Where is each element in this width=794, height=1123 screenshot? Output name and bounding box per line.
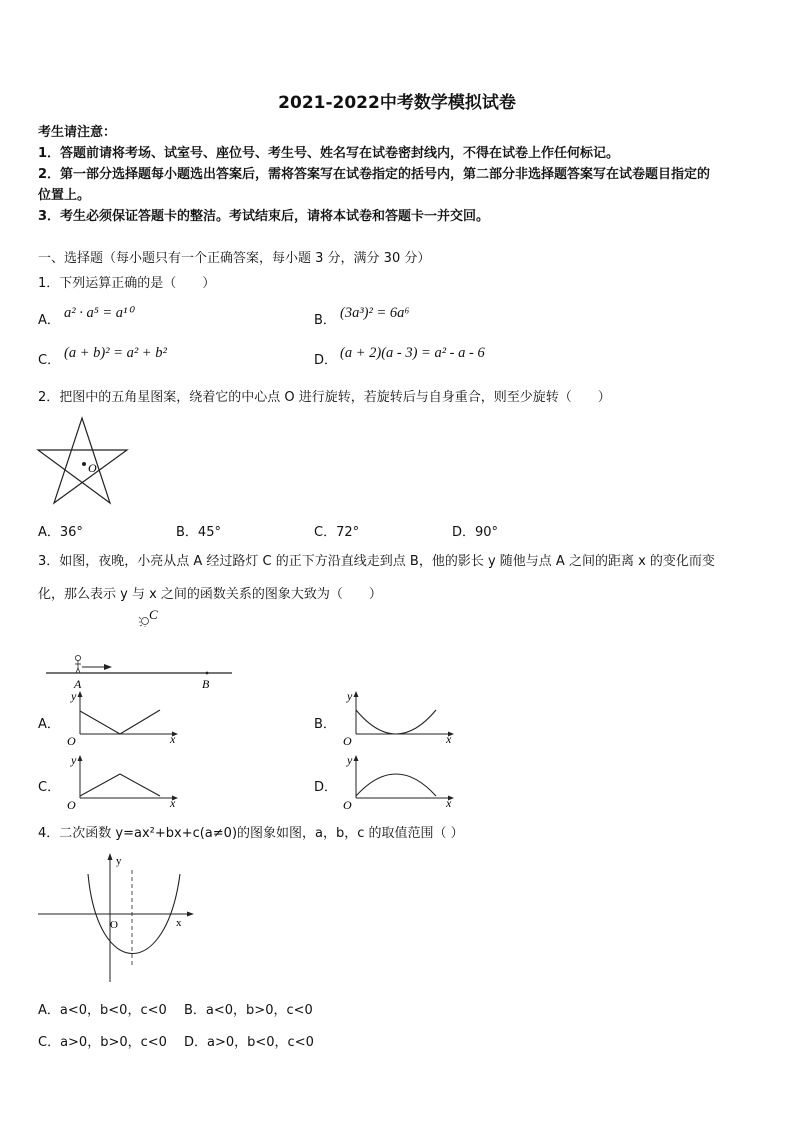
y-axis-label: y [347, 753, 353, 767]
q3-graph-a [62, 688, 180, 746]
q3-stem-line1: 3．如图，夜晚，小亮从点 A 经过路灯 C 的正下方沿直线走到点 B，他的影长 y 随他与点 A 之间的距离 x 的变化而变 [38, 554, 715, 569]
q1-option-b-label: B． [314, 313, 336, 328]
lamp-icon [139, 617, 149, 627]
q2-option-a: A．36° [38, 525, 83, 540]
person-icon [75, 655, 81, 673]
q4-option-d: D．a>0，b<0，c<0 [184, 1035, 314, 1050]
q4-origin-label: O [110, 919, 118, 931]
x-axis-label: x [446, 796, 452, 810]
q2-option-d: D．90° [452, 525, 499, 540]
x-axis-label: x [170, 796, 176, 810]
x-axis-label: x [170, 732, 176, 746]
point-b-dot [206, 672, 209, 675]
q4-y-label: y [116, 855, 122, 867]
notice-item-1: 1．答题前请将考场、试室号、座位号、考生号、姓名写在试卷密封线内，不得在试卷上作任何标记。 [38, 146, 620, 161]
origin-label: O [343, 734, 352, 746]
q1-option-a: a² · a⁵ = a¹⁰ [64, 305, 134, 321]
q2-option-c: C．72° [314, 525, 360, 540]
notice-item-2-cont: 位置上。 [38, 188, 91, 203]
q1-stem: 1．下列运算正确的是（ ） [38, 276, 216, 291]
q1-option-c: (a + b)² = a² + b² [64, 345, 167, 361]
q4-option-c: C．a>0，b>0，c<0 [38, 1035, 167, 1050]
notice-heading: 考生请注意： [38, 125, 117, 140]
point-a-label: A [74, 677, 82, 691]
y-axis-label: y [347, 689, 353, 703]
y-axis-label: y [71, 753, 77, 767]
q3-graph-c [62, 752, 180, 810]
lamp-label: C [149, 607, 158, 622]
notice-item-3: 3．考生必须保证答题卡的整洁。考试结束后，请将本试卷和答题卡一并交回。 [38, 209, 490, 224]
parabola-figure [36, 850, 198, 990]
y-axis-label: y [71, 689, 77, 703]
q3-option-c-label: C． [38, 780, 61, 795]
arrow-head-icon [104, 664, 112, 670]
origin-label: O [343, 798, 352, 810]
x-axis-label: x [446, 732, 452, 746]
q1-option-d-label: D． [314, 353, 338, 368]
lamp-scene-figure [36, 603, 236, 691]
q3-graph-d [338, 752, 456, 810]
q4-stem: 4．二次函数 y=ax²+bx+c(a≠0)的图象如图，a，b，c 的取值范围（ ） [38, 826, 464, 841]
q4-option-b: B．a<0，b>0，c<0 [184, 1003, 313, 1018]
notice-item-2: 2．第一部分选择题每小题选出答案后，需将答案写在试卷指定的括号内，第二部分非选择题答案写在试卷题目指定的 [38, 167, 711, 182]
q1-option-d: (a + 2)(a - 3) = a² - a - 6 [340, 345, 485, 361]
q1-option-b: (3a³)² = 6a⁶ [340, 305, 410, 321]
x-arrow-icon [187, 912, 194, 917]
star-shape [38, 418, 127, 503]
q1-option-a-label: A． [38, 313, 60, 328]
page-title: 2021-2022中考数学模拟试卷 [278, 93, 516, 113]
q2-stem: 2．把图中的五角星图案，绕着它的中心点 O 进行旋转，若旋转后与自身重合，则至少旋转（ ） [38, 390, 611, 405]
star-figure [36, 415, 132, 507]
center-point [82, 462, 86, 466]
q3-option-b-label: B． [314, 717, 336, 732]
q3-graph-b [338, 688, 456, 746]
point-b-label: B [202, 677, 210, 691]
q3-option-d-label: D． [314, 780, 338, 795]
y-arrow-icon [108, 853, 113, 860]
q1-option-c-label: C． [38, 353, 61, 368]
q2-option-b: B．45° [176, 525, 221, 540]
section-heading: 一、选择题（每小题只有一个正确答案，每小题 3 分，满分 30 分） [38, 251, 431, 266]
q4-option-a: A．a<0，b<0，c<0 [38, 1003, 167, 1018]
q4-x-label: x [176, 917, 182, 929]
center-label: O [88, 461, 97, 475]
q3-stem-line2: 化，那么表示 y 与 x 之间的函数关系的图象大致为（ ） [38, 587, 382, 602]
q3-option-a-label: A． [38, 717, 60, 732]
origin-label: O [67, 798, 76, 810]
origin-label: O [67, 734, 76, 746]
